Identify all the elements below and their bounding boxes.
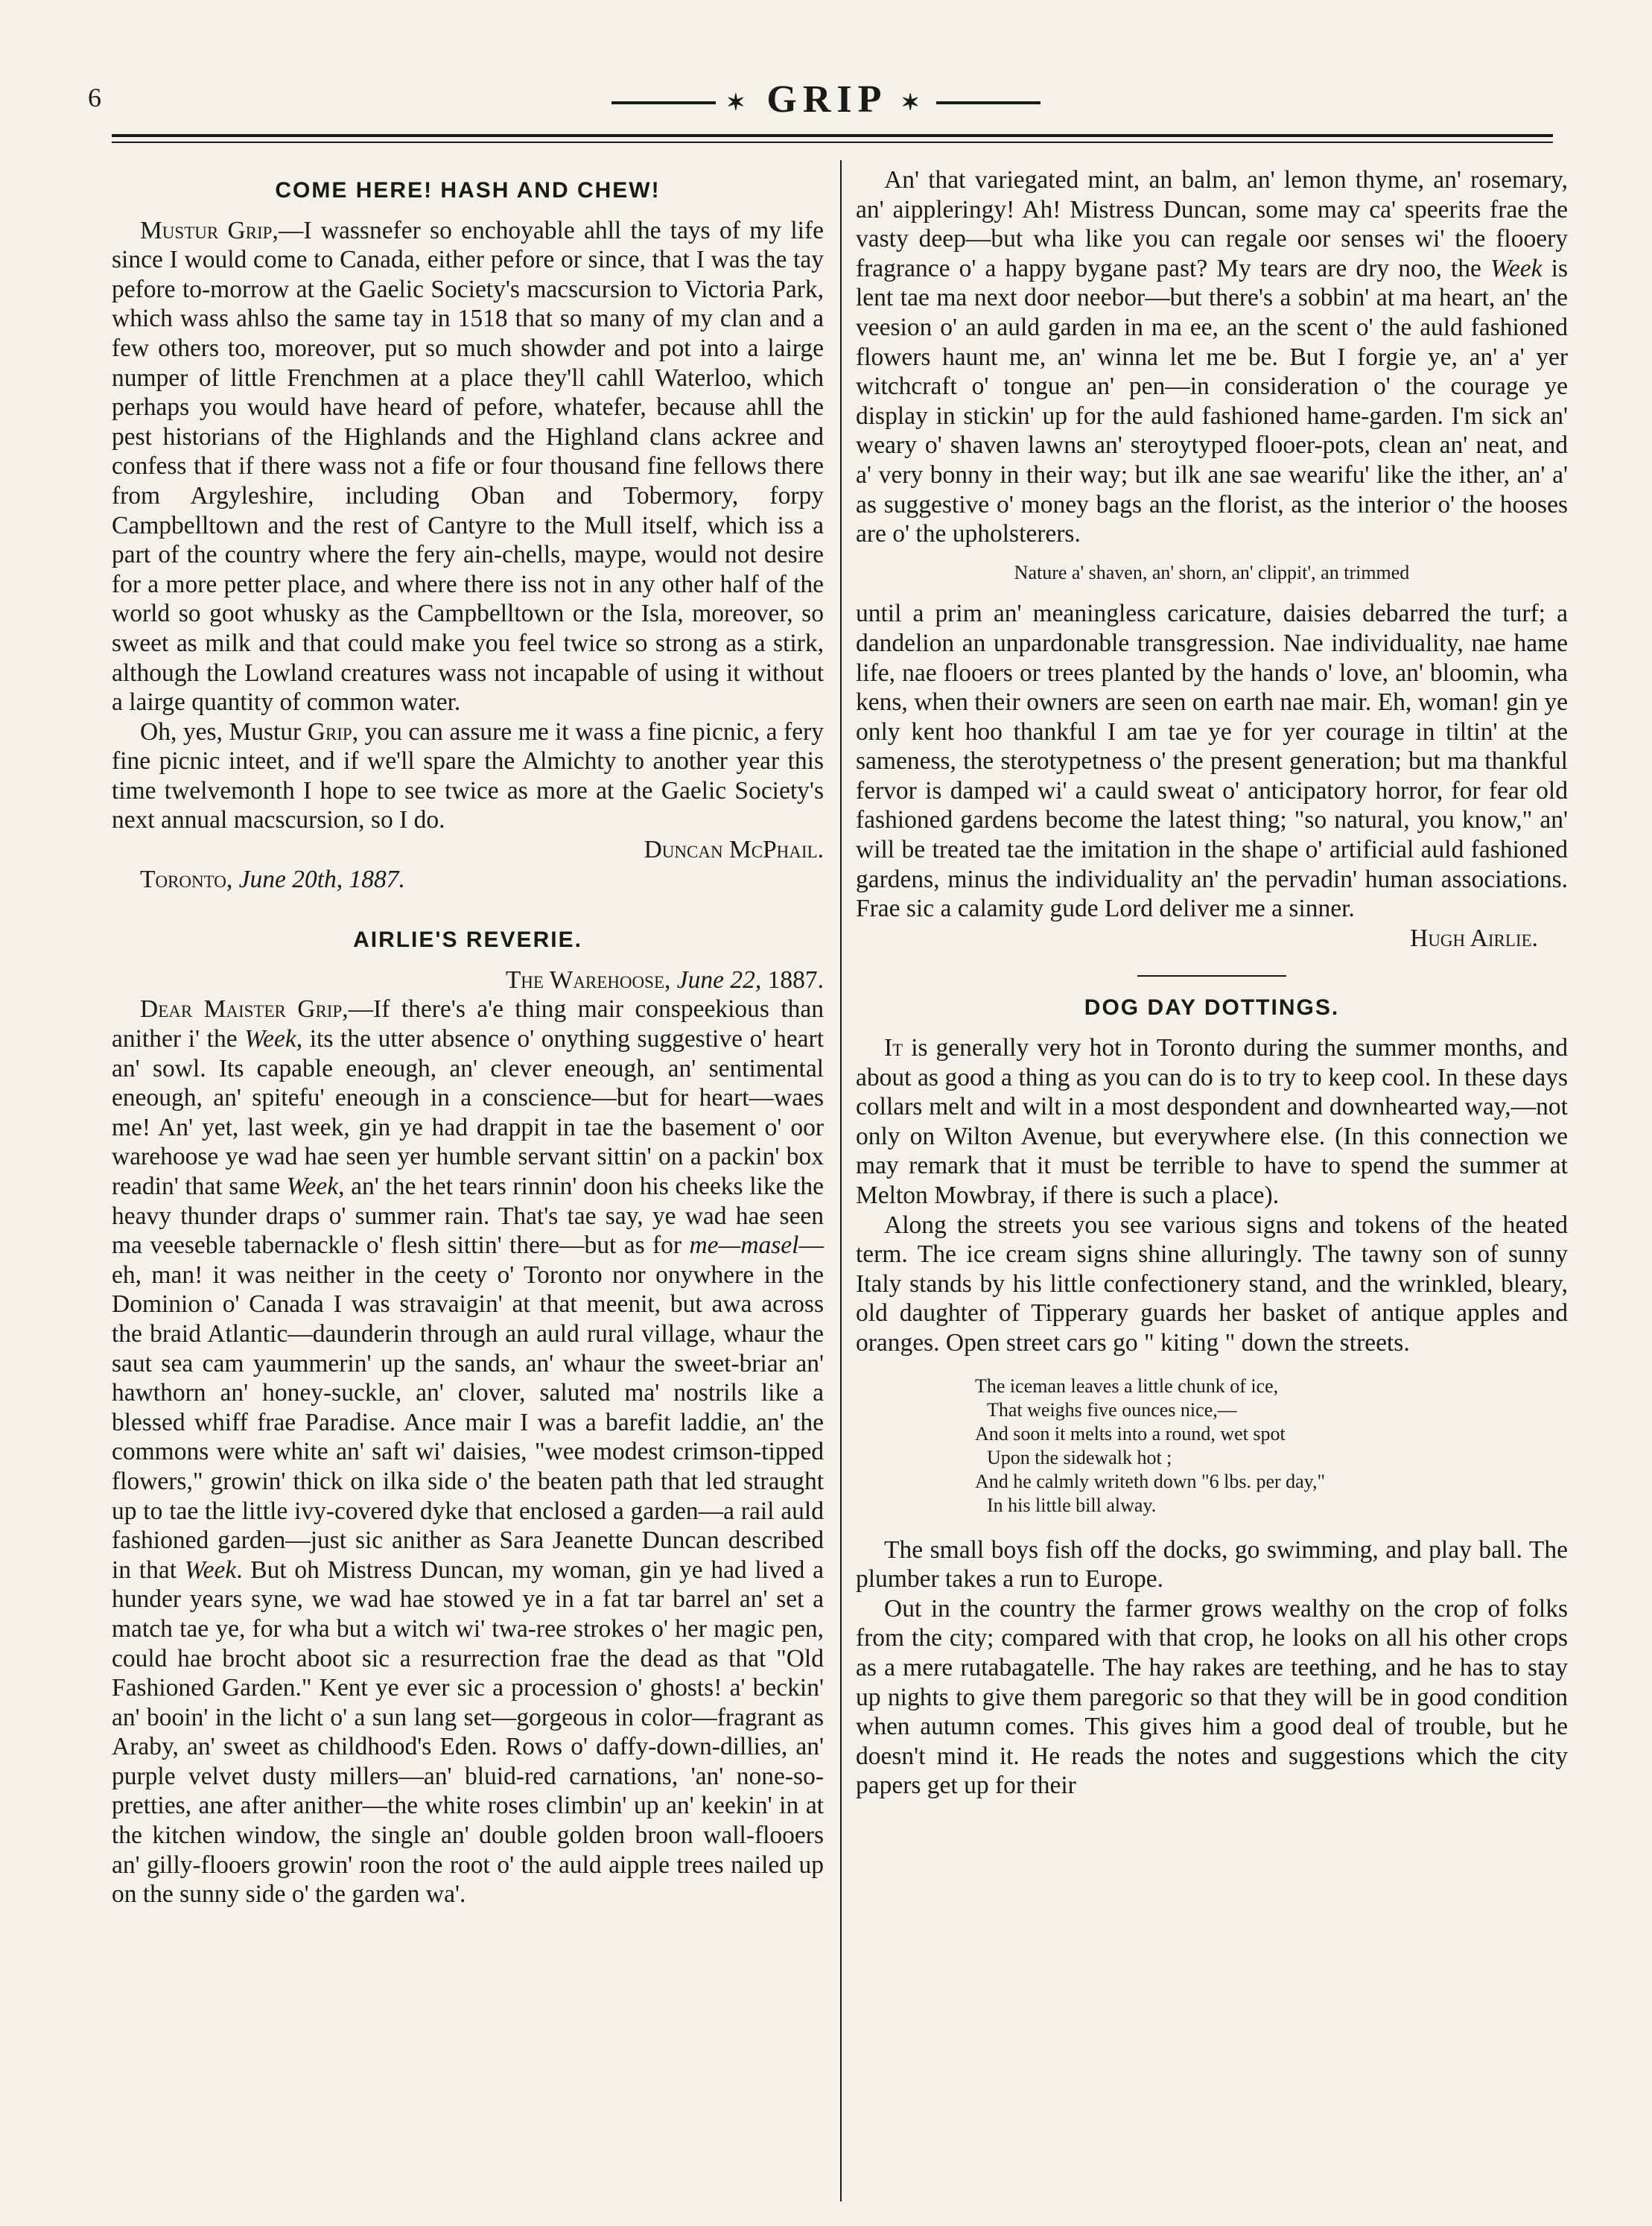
article-headline: COME HERE! HASH AND CHEW! (275, 178, 661, 203)
article-paragraph: Out in the country the farmer grows wealthy on the crop of folks from the city; compared with that crop, he looks on all his other crops as a mere rutabagatelle. The hay rakes are teething, and he has to stay up nights to give them paregoric so that they will be in good condition when autumn comes. This gives him a good deal of trouble, but he doesn't mind it. He reads the notes and suggestions which the city papers get up for their (856, 1594, 1568, 1800)
article-airlies-reverie (112, 925, 824, 1909)
verse-line: In his little bill alway. (987, 1494, 1157, 1516)
left-column (112, 165, 824, 1909)
section-rule (1137, 975, 1286, 977)
star-ornament-icon: ✶ (726, 90, 752, 115)
verse-line: The iceman leaves a little chunk of ice, (975, 1374, 1279, 1397)
right-column (856, 165, 1568, 1801)
header-rule (112, 134, 1553, 137)
article-paragraph: Oh, yes, Mustur Grip, you can assure me it wass a fine picnic, a fery fine picnic inteet, and if we'll spare the Almichty to another year this time twelvemonth I hope to see twice as more at the Gaelic Society's next annual macscursion, so I do. (112, 717, 825, 834)
signature: Hugh Airlie. (1410, 924, 1538, 952)
signature: Duncan McPhail. (644, 836, 824, 864)
verse-line: And soon it melts into a round, wet spot (975, 1422, 1286, 1445)
article-come-here (112, 176, 824, 894)
article-headline: AIRLIE'S REVERIE. (353, 928, 582, 953)
article-paragraph: Along the streets you see various signs and tokens of the heated term. The ice cream signs shine alluringly. The tawny son of sunny Italy stands by his little confectionery stand, and the wrinkled, bleary, old daughter of Tipperary guards her basket of antique apples and oranges. Open street cars go " kiting " down the streets. (856, 1211, 1568, 1357)
signature-line (856, 924, 1568, 954)
quote-line: Nature a' shaven, an' shorn, an' clippit', an trimmed (1014, 561, 1410, 583)
masthead-rule-left (611, 101, 716, 104)
article-paragraph: until a prim an' meaningless caricature, daisies debarred the turf; a dandelion an unpardonable transgression. Nae individuality, nae hame life, nae flooers or trees planted by the hands o' love, an' bloomin, wha kens, when their owners are seen on earth nae mair. Eh, woman! gin ye only kent hoo thankful I am tae ye for yer courage in tiltin' at the sameness, the sterotypetness o' the present generation; but ma thankful fervor is damped wi' a cauld sweat o' anticipatory horror, for fear old fashioned gardens become the latest thing; "so natural, you know," an' will be treated tae the imitation in the shape o' artificial auld fashioned gardens, minus the individuality an' the pervadin' human associations. Frae sic a calamity gude Lord deliver me a sinner. (856, 600, 1568, 923)
article-airlies-reverie-continued (856, 165, 1568, 953)
verse-line: Upon the sidewalk hot ; (987, 1446, 1172, 1468)
masthead-title: GRIP (766, 78, 886, 121)
verse-line: And he calmly writeth down "6 lbs. per day," (975, 1470, 1326, 1492)
signature-line (112, 835, 824, 865)
article-dog-day-dottings (856, 993, 1568, 1800)
article-headline: DOG DAY DOTTINGS. (1084, 995, 1340, 1021)
page-number: 6 (88, 83, 101, 112)
column-divider (840, 160, 842, 2201)
article-paragraph: Dear Maister Grip,—If there's a'e thing mair conspeekious than anither i' the Week, its the utter absence o' onything suggestive o' heart an' sowl. Its capable eneough, an' clever eneough, an' sentimental eneough, an' spitefu' eneough in a conscience—but for heart—waes me! An' yet, last week, gin ye had drappit in tae the basement o' oor warehoose ye wad hae seen yer humble servant sittin' on a packin' box readin' that same Week, an' the het tears rinnin' doon his cheeks like the heavy thunder draps o' summer rain. That's tae say, ye wad hae seen ma veeseble tabernackle o' flesh sittin' there—but as for me—masel—eh, man! it was neither in the ceety o' Toronto nor onywhere in the Dominion o' Canada I was stravaigin' at that meenit, but awa across the braid Atlantic—daunderin through an auld rural village, whaur the saut sea cam yaummerin' up the sands, an' whaur the sweet-briar an' hawthorn an' honey-suckle, an' clover, saluted ma' nostrils like a blessed whiff frae Paradise. Ance mair I was a barefit laddie, an' the commons were white an' saft wi' daisies, "wee modest crimson-tipped flowers," growin' thick on ilka side o' the beaten path that led straught up to tae the little ivy-covered dyke that enclosed a garden—a rail auld fashioned garden—just sic anither as Sara Jeanette Duncan described in that Week. But oh Mistress Duncan, my woman, gin ye had lived a hunder years syne, we wad hae stowed ye in a fat tar barrel an' set a match tae ye, for wha but a witch wi' twa-ree strokes o' her magic pen, could hae brocht aboot sic a resurrection frae the dead as that "Old Fashioned Garden." Kent ye ever sic a procession o' ghosts! a' beckin' an' booin' in the licht o' a sun lang set—gorgeous in color—fragrant as Araby, an' sweet as childhood's Eden. Rows o' daffy-down-dillies, an' purple velvet dusty millers—an' bluid-red carnations, 'an' none-so-pretties, ane after anither—the white roses climbin' up an' keekin' in at the kitchen window, the single an' double golden broon wall-flooers an' gilly-flooers growin' roon the root o' the auld aipple trees nailed up on the sunny side o' the garden wa'. (112, 995, 825, 1909)
article-paragraph: The small boys fish off the docks, go swimming, and play ball. The plumber takes a run to Europe. (856, 1535, 1568, 1594)
dateline: The Warehoose, June 22, 1887. (505, 965, 824, 994)
star-ornament-icon: ✶ (900, 90, 926, 115)
article-paragraph: Mustur Grip,—I wassnefer so enchoyable ahll the tays of my life since I would come to Canada, either pefore or since, that I was the tay pefore to-morrow at the Gaelic Society's macscursion to Victoria Park, which wass ahlso the same tay in 1518 that so many of my clan and a few others too, moreover, put so much showder and pot into a lairge numper of little Frenchmen at a place they'll cahll Waterloo, which perhaps you would have heard of pefore, whatefer, because ahll the pest historians of the Highlands and the Highland clans ackree and confess that if there wass not a fife or four thousand fine fellows there from Argyleshire, including Oban and Tobermory, forpy Campbelltown and the rest of Cantyre to the Mull itself, which iss a part of the country where the fery ain-chells, maype, would not desire for a more petter place, and where there iss not in any other half of the world so goot whusky as the Campbelltown or the Isla, moreover, so sweet as milk and that could make you feel twice so strong as a stirk, although the Lowland creatures wass not incapable of using it without a lairge quantity of common water. (112, 216, 824, 717)
salutation: Dear Maister Grip, (140, 995, 349, 1024)
masthead-rule-right (936, 101, 1041, 104)
dateline: Toronto, June 20th, 1887. (140, 865, 405, 893)
masthead (0, 77, 1652, 121)
article-paragraph: It is generally very hot in Toronto during the summer months, and about as good a thing as you can do is to try to keep cool. In these days collars melt and wilt in a most despondent and downhearted way,—not only on Wilton Avenue, but everywhere else. (In this connection we may remark that it must be terrible to have to spend the summer at Melton Mowbray, if there is such a place). (856, 1034, 1568, 1209)
salutation: Mustur Grip, (140, 216, 279, 244)
verse (975, 1374, 1568, 1518)
header-rule-thin (112, 142, 1553, 143)
article-paragraph: An' that variegated mint, an balm, an' lemon thyme, an' rosemary, an' aippleringy! Ah! Mistress Duncan, some may ca' speerits frae the vasty deep—but wha like you can regale oor senses wi' the flooery fragrance o' a happy bygane past? My tears are dry noo, the Week is lent tae ma next door neebor—but there's a sobbin' at ma heart, an' the veesion o' an auld garden in ma ee, an the scent o' the auld fashioned flowers haunt me, an' winna let me be. But I forgie ye, an' a' yer witchcraft o' tongue an' pen—in consideration o' the courage ye display in stickin' up for the auld fashioned hame-garden. I'm sick an' weary o' shaven lawns an' steroytyped flooer-pots, clean an' neat, and a' very bonny in their way; but ilk ane sae wearifu' like the ither, an' a' as suggestive o' money bags an the florist, as the interior o' the hooses are o' the upholsterers. (856, 166, 1568, 548)
verse-line: That weighs five ounces nice,— (987, 1398, 1237, 1421)
